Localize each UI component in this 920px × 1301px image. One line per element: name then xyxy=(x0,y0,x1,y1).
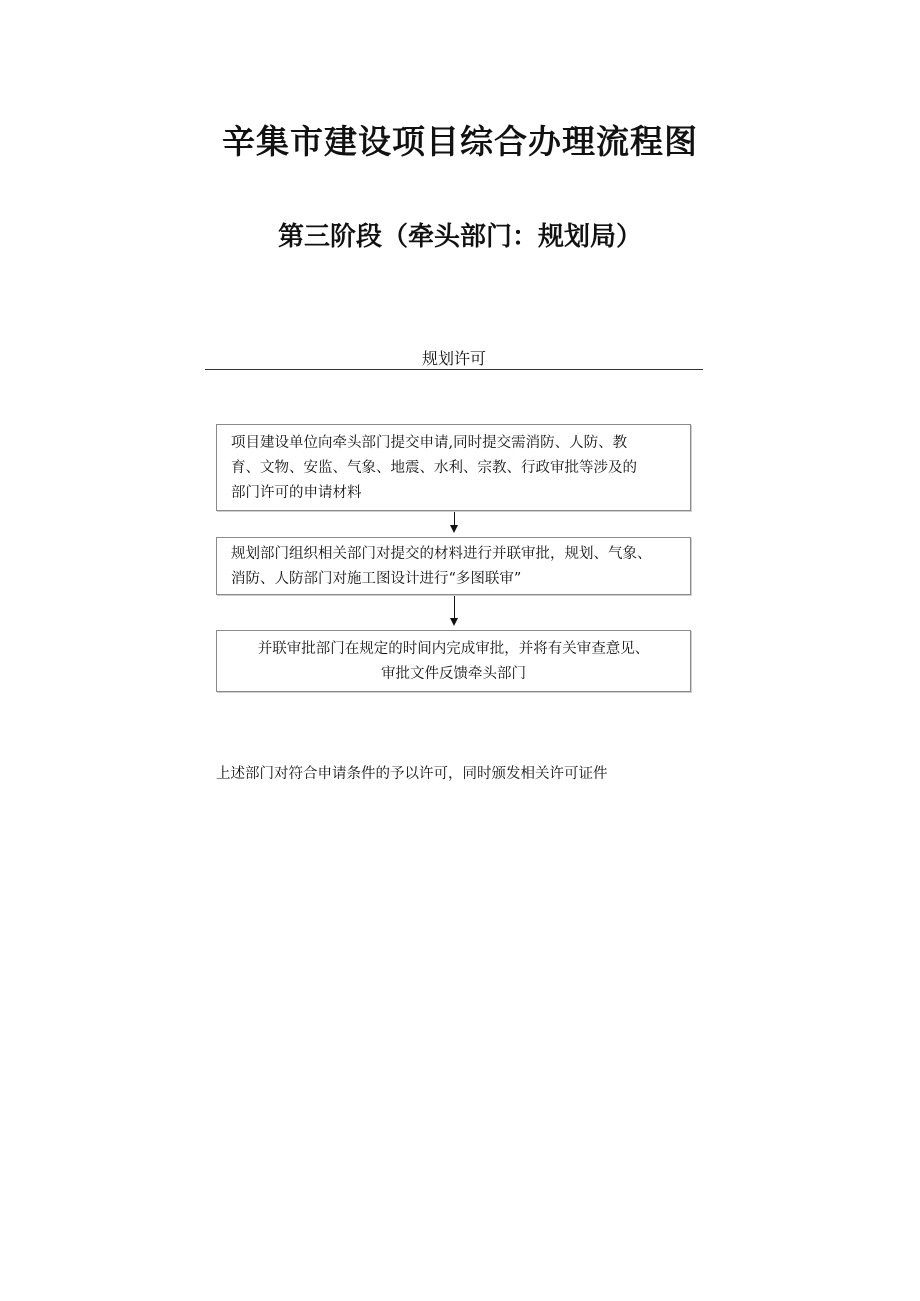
flow-step-1-line-1: 项目建设单位向牵头部门提交申请,同时提交需消防、人防、教 xyxy=(231,435,628,451)
footer-note: 上述部门对符合申请条件的予以许可，同时颁发相关许可证件 xyxy=(216,766,608,782)
flow-step-2-line-2: 消防、人防部门对施工图设计进行“多图联审” xyxy=(231,571,522,587)
document-title: 辛集市建设项目综合办理流程图 xyxy=(222,122,698,161)
flow-step-1-box xyxy=(216,424,691,511)
flow-arrow-2-head xyxy=(450,618,458,626)
flow-step-3-line-2: 审批文件反馈牵头部门 xyxy=(381,666,526,682)
stage-subtitle: 第三阶段（牵头部门：规划局） xyxy=(277,222,642,252)
flow-step-3-line-1: 并联审批部门在规定的时间内完成审批，并将有关审查意见、 xyxy=(257,641,650,657)
flow-step-3-box xyxy=(216,630,691,692)
flow-step-1-line-3: 部门许可的申请材料 xyxy=(231,485,362,501)
section-divider xyxy=(205,369,703,370)
section-label: 规划许可 xyxy=(421,349,486,368)
flow-arrow-2-shaft xyxy=(454,596,455,618)
flow-step-2-line-1: 规划部门组织相关部门对提交的材料进行并联审批，规划、气象、 xyxy=(231,546,652,562)
flow-step-1-line-2: 育、文物、安监、气象、地震、水利、宗教、行政审批等涉及的 xyxy=(231,460,637,476)
flow-arrow-1-head xyxy=(450,525,458,533)
flow-step-2-box xyxy=(216,537,691,595)
